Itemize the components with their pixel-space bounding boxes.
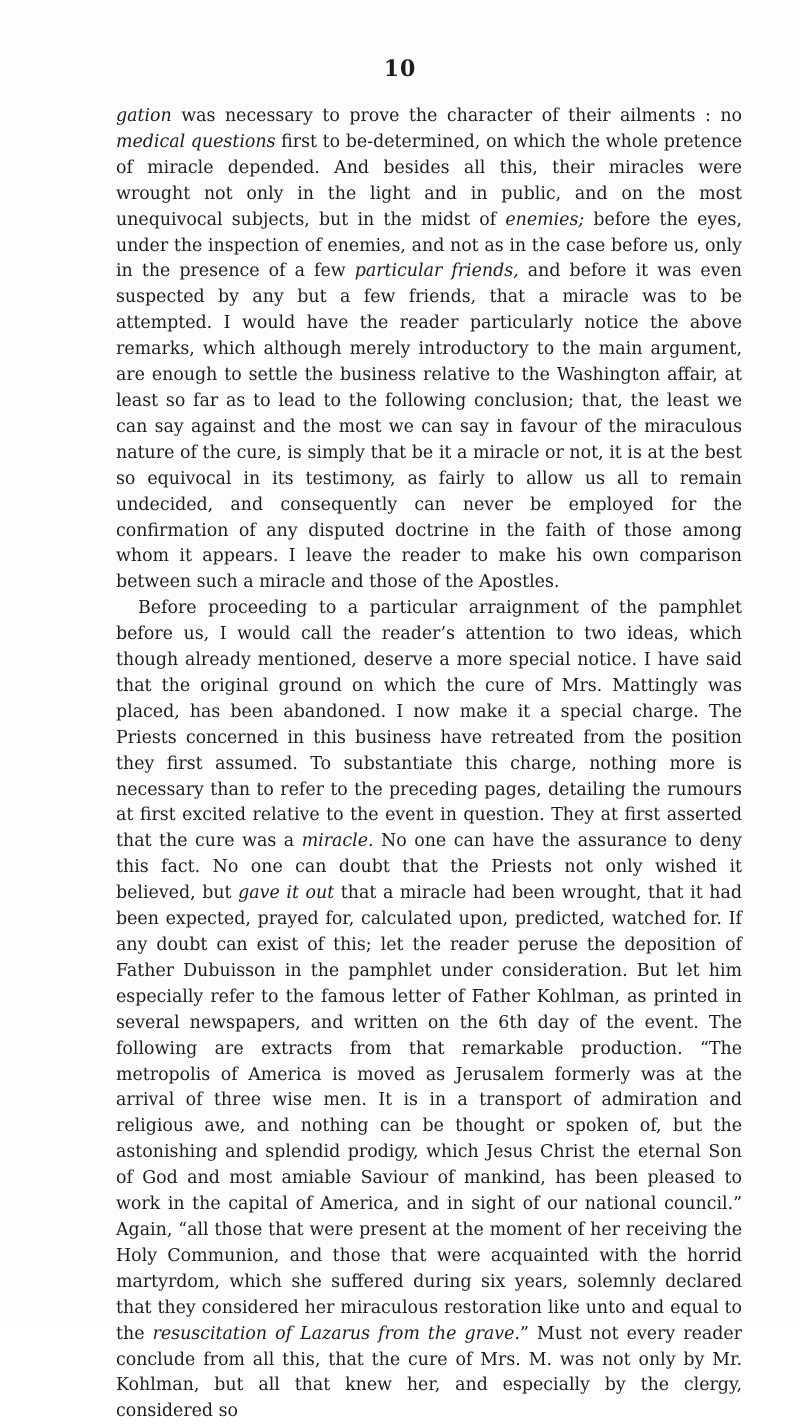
text-run: medical questions	[116, 131, 276, 152]
text-run: that a miracle had been wrought, that it had been expected, prayed for, calculated upon, predicted, watched for. If any doubt can exist of this; let the reader peruse the deposition of Father Dubuisson in the pamphlet under consideration. But let him especially refer to the famous letter of Father Kohlman, as printed in several newspapers, and written on the 6th day of the event. The following are extracts from that remarkable production. “The metropolis of America is moved as Jerusalem formerly was at the arrival of three wise men. It is in a transport of admiration and religious awe, and nothing can be thought or spoken of, but the astonishing and splendid prodigy, which Jesus Christ the eternal Son of God and most amiable Saviour of mankind, has been pleased to work in the capital of America, and in sight of our national council.” Again, “all those that were present at the moment of her receiving the Holy Communion, and those that were acquainted with the horrid martyrdom, which she suffered during six years, solemnly declared that they considered her miraculous restoration like unto and equal to the	[116, 883, 742, 1344]
text-run: gave it out	[238, 883, 335, 904]
paragraph-1	[116, 104, 742, 596]
page-number: 10	[383, 56, 417, 82]
paragraph-2	[116, 596, 742, 1425]
text-run: first to be-determined, on which the whole pretence of miracle depended. And besides all this, their miracles were wrought not only in the light and in public, and on the most unequivocal subjects, but in the midst of	[116, 131, 742, 230]
text-run: particular friends,	[354, 261, 519, 282]
text-run: No one can have the assurance to deny this fact. No one can doubt that the Priests not only wished it believed, but	[116, 831, 742, 904]
text-run: miracle.	[301, 831, 374, 852]
text-run: was necessary to prove the character of their ailments : no	[171, 106, 742, 126]
text-run: resuscitation of Lazarus from the grave.	[152, 1323, 520, 1344]
text-run: ” Must not every reader conclude from all this, that the cure of Mrs. M. was not only by Mr. Kohlman, but all that knew her, and especially by the clergy, considered so	[116, 1323, 742, 1422]
text-run: Before proceeding to a particular arraignment of the pamphlet before us, I would call the reader’s attention to two ideas, which though already mentioned, deserve a more special notice. I have said that the original ground on which the cure of Mrs. Mattingly was placed, has been abandoned. I now make it a special charge. The Priests concerned in this business have retreated from the position they first assumed. To substantiate this charge, nothing more is necessary than to refer to the preceding pages, detailing the rumours at first excited relative to the event in question. They at first asserted that the cure was a	[116, 598, 742, 852]
text-run: and before it was even suspected by any but a few friends, that a miracle was to be attempted. I would have the reader particularly notice the above remarks, which although merely introductory to the main argument, are enough to settle the business relative to the Washington affair, at least so far as to lead to the following conclusion; that, the least we can say against and the most we can say in favour of the miraculous nature of the cure, is simply that be it a miracle or not, it is at the best so equivocal in its testimony, as fairly to allow us all to remain undecided, and consequently can never be employed for the confirmation of any disputed doctrine in the faith of those among whom it appears. I leave the reader to make his own comparison between such a miracle and those of the Apostles.	[116, 261, 742, 593]
text-run: gation	[116, 106, 172, 126]
text-run: before the eyes, under the inspection of enemies, and not as in the case before us, only in the presence of a few	[116, 209, 742, 282]
body-text	[116, 104, 742, 1425]
text-run: enemies;	[505, 209, 585, 230]
